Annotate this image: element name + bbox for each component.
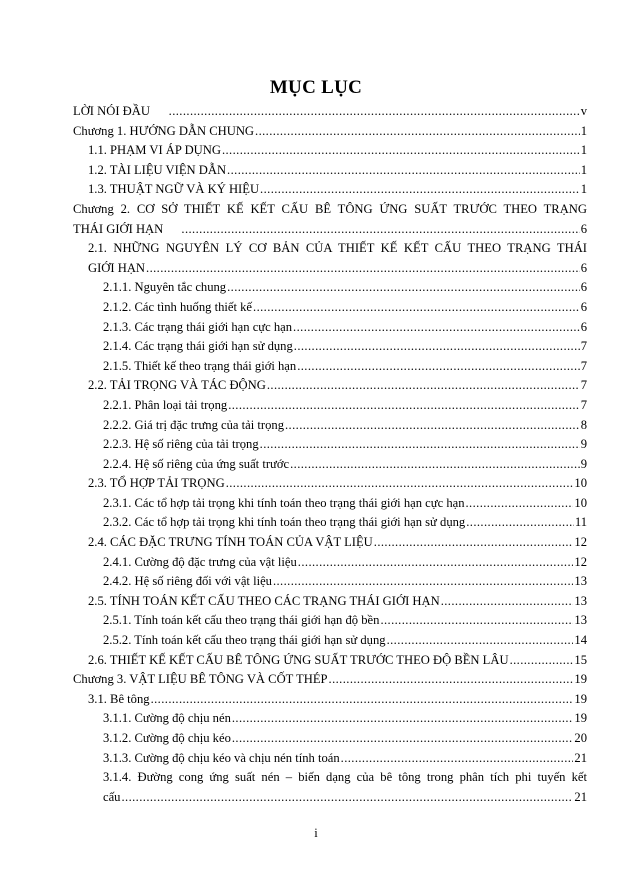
toc-entry-page: 12 <box>574 535 587 550</box>
toc-entry-title: 2.5.1. Tính toán kết cấu theo trạng thái giới hạn độ bền <box>103 613 380 628</box>
toc-entry-title: 2.4.1. Cường độ đặc trưng của vật liệu <box>103 554 297 569</box>
toc-entry-page: 6 <box>580 299 587 314</box>
toc-entry-page: 6 <box>580 280 587 295</box>
toc-entry[interactable] <box>73 141 587 161</box>
dot-leader <box>121 788 573 808</box>
dot-leader <box>146 259 580 279</box>
dot-leader <box>293 318 580 338</box>
toc-entry-page: 19 <box>574 672 587 687</box>
toc-entry-title: 1.1. PHẠM VI ÁP DỤNG <box>88 143 221 158</box>
toc-entry-page: v <box>580 104 587 118</box>
toc-entry-title: 3.1. Bê tông <box>88 691 150 706</box>
toc-entry-title: 2.6. THIẾT KẾ KẾT CẤU BÊ TÔNG ỨNG SUẤT TRƯỚC THEO ĐỘ BỀN LÂU <box>88 652 509 667</box>
page-number: i <box>314 826 318 840</box>
toc-entry-title: 2.3. TỔ HỢP TẢI TRỌNG <box>88 476 225 491</box>
toc-title: MỤC LỤC <box>269 77 363 98</box>
toc-entry-title: GIỚI HẠN <box>88 260 146 275</box>
toc-entry-title: Chương 2. CƠ SỞ THIẾT KẾ KẾT CẤU BÊ TÔNG ỨNG SUẤT TRƯỚC THEO TRẠNG <box>73 201 587 216</box>
toc-entry-title: 2.1.5. Thiết kế theo trạng thái giới hạn <box>103 358 297 373</box>
toc-entry[interactable] <box>73 396 587 416</box>
dot-leader <box>253 298 580 318</box>
toc-entry-page: 6 <box>580 260 587 275</box>
toc-entry[interactable] <box>73 533 587 553</box>
dot-leader <box>510 651 574 671</box>
toc-entry-title: 2.5.2. Tính toán kết cấu theo trạng thái giới hạn sử dụng <box>103 633 386 648</box>
toc-entry-title: 3.1.2. Cường độ chịu kéo <box>103 731 231 745</box>
dot-leader <box>232 709 574 729</box>
toc-entry[interactable] <box>73 122 587 142</box>
toc-entry-page: 1 <box>580 182 587 197</box>
toc-entry[interactable] <box>73 200 587 239</box>
toc-entry-page: 15 <box>574 652 587 667</box>
toc-entry[interactable] <box>73 592 587 612</box>
dot-leader <box>151 690 574 710</box>
toc-entry-page: 13 <box>574 574 587 589</box>
toc-entry-page: 6 <box>580 319 587 334</box>
dot-leader <box>227 161 580 181</box>
toc-entry[interactable] <box>73 690 587 710</box>
toc-entry-title: 2.2.2. Giá trị đặc trưng của tải trọng <box>103 417 284 432</box>
dot-leader <box>441 592 574 612</box>
toc-entry-title: 2.2.1. Phân loại tải trọng <box>103 397 228 412</box>
toc-entry-title: Chương 1. HƯỚNG DẪN CHUNG <box>73 123 255 138</box>
toc-entry-page: 6 <box>580 221 587 236</box>
dot-leader <box>466 494 574 514</box>
dot-leader <box>267 376 580 396</box>
dot-leader <box>294 337 580 357</box>
toc-entry-title: 2.1. NHỮNG NGUYÊN LÝ CƠ BẢN CỦA THIẾT KẾ KẾT CẤU THEO TRẠNG THÁI <box>88 241 587 256</box>
toc-entry-page: 9 <box>580 456 587 471</box>
toc-entry-title: LỜI NÓI ĐẦU <box>73 104 150 118</box>
toc-entry-page: 13 <box>574 613 587 628</box>
dot-leader <box>228 396 580 416</box>
toc-entry-page: 10 <box>574 495 587 510</box>
toc-entry-title: 2.2.3. Hệ số riêng của tải trọng <box>103 437 259 452</box>
toc-entry-title: 2.1.2. Các tình huống thiết kế <box>103 299 253 314</box>
dot-leader <box>226 474 574 494</box>
toc-entry-title: 3.1.3. Cường độ chịu kéo và chịu nén tính toán <box>103 750 340 765</box>
dot-leader <box>387 631 574 651</box>
toc-entry-page: 13 <box>574 593 587 608</box>
dot-leader <box>273 572 573 592</box>
toc-entry[interactable] <box>73 494 587 514</box>
toc-entry-title: 2.4. CÁC ĐẶC TRƯNG TÍNH TOÁN CỦA VẬT LIỆU <box>88 535 373 550</box>
toc-entry[interactable] <box>73 553 587 573</box>
toc-entry[interactable] <box>73 298 587 318</box>
toc-entry-title: THÁI GIỚI HẠN <box>73 221 164 236</box>
toc-entry-page: 7 <box>580 339 587 354</box>
toc-entry-title: 2.1.4. Các trạng thái giới hạn sử dụng <box>103 339 293 354</box>
table-of-contents <box>73 102 587 807</box>
dot-leader <box>169 102 580 122</box>
dot-leader <box>374 533 574 553</box>
toc-entry-page: 11 <box>574 515 587 530</box>
toc-entry-page: 1 <box>580 123 587 138</box>
toc-entry[interactable] <box>73 572 587 592</box>
toc-entry-page: 14 <box>574 633 587 648</box>
toc-entry-title: 2.3.1. Các tổ hợp tải trọng khi tính toán theo trạng thái giới hạn cực hạn <box>103 495 465 510</box>
toc-entry-title: 2.2.4. Hệ số riêng của ứng suất trước <box>103 456 290 471</box>
dot-leader <box>260 180 580 200</box>
toc-entry-page: 21 <box>574 750 587 765</box>
toc-entry-page: 12 <box>574 554 587 569</box>
toc-entry-page: 19 <box>574 691 587 706</box>
toc-entry[interactable] <box>73 709 587 729</box>
toc-entry-page: 9 <box>580 437 587 452</box>
dot-leader <box>290 455 580 475</box>
toc-entry-title: 2.5. TÍNH TOÁN KẾT CẤU THEO CÁC TRẠNG THÁI GIỚI HẠN <box>88 593 440 608</box>
toc-entry[interactable] <box>73 474 587 494</box>
toc-entry-title: cấu <box>103 789 121 804</box>
toc-entry[interactable] <box>73 670 587 690</box>
dot-leader <box>329 670 574 690</box>
toc-entry-page: 7 <box>580 378 587 393</box>
toc-entry-title: 2.3.2. Các tổ hợp tải trọng khi tính toán theo trạng thái giới hạn sử dụng <box>103 515 466 530</box>
toc-entry-title: 1.3. THUẬT NGỮ VÀ KÝ HIỆU <box>88 182 260 197</box>
toc-entry-page: 7 <box>580 397 587 412</box>
toc-entry[interactable] <box>73 768 587 807</box>
dot-leader <box>260 435 580 455</box>
toc-entry[interactable] <box>73 102 587 122</box>
toc-entry-page: 1 <box>580 143 587 158</box>
toc-entry-page: 10 <box>574 476 587 491</box>
dot-leader <box>255 122 580 142</box>
dot-leader <box>298 553 574 573</box>
toc-entry[interactable] <box>73 513 587 533</box>
dot-leader <box>466 513 574 533</box>
toc-entry[interactable] <box>73 435 587 455</box>
toc-entry-page: 7 <box>580 358 587 373</box>
dot-leader <box>380 611 573 631</box>
toc-entry-page: 1 <box>580 162 587 177</box>
toc-entry[interactable] <box>73 180 587 200</box>
toc-entry[interactable] <box>73 278 587 298</box>
toc-entry-page: 8 <box>580 417 587 432</box>
toc-entry[interactable] <box>73 631 587 651</box>
toc-entry[interactable] <box>73 651 587 671</box>
toc-entry[interactable] <box>73 337 587 357</box>
dot-leader <box>222 141 580 161</box>
toc-entry-title: Chương 3. VẬT LIỆU BÊ TÔNG VÀ CỐT THÉP <box>73 672 328 687</box>
toc-entry-page: 20 <box>574 731 587 745</box>
dot-leader <box>297 357 580 377</box>
dot-leader <box>227 278 580 298</box>
dot-leader <box>341 749 574 769</box>
dot-leader <box>285 416 580 436</box>
toc-entry[interactable] <box>73 161 587 181</box>
toc-entry-title: 3.1.1. Cường độ chịu nén <box>103 711 231 726</box>
toc-entry[interactable] <box>73 318 587 338</box>
toc-entry-page: 19 <box>574 711 587 726</box>
toc-entry[interactable] <box>73 611 587 631</box>
toc-entry-title: 2.2. TẢI TRỌNG VÀ TÁC ĐỘNG <box>88 378 266 393</box>
dot-leader <box>232 729 574 749</box>
toc-entry-title: 2.1.3. Các trạng thái giới hạn cực hạn <box>103 319 293 334</box>
toc-entry[interactable] <box>73 357 587 377</box>
toc-entry[interactable] <box>73 416 587 436</box>
toc-entry-title: 2.1.1. Nguyên tắc chung <box>103 280 227 295</box>
dot-leader <box>181 220 579 240</box>
toc-entry-title: 1.2. TÀI LIỆU VIỆN DẪN <box>88 162 227 177</box>
toc-entry[interactable] <box>73 376 587 396</box>
toc-entry-title: 2.4.2. Hệ số riêng đối với vật liệu <box>103 574 272 589</box>
toc-entry[interactable] <box>73 749 587 769</box>
toc-entry-title: 3.1.4. Đường cong ứng suất nén – biến dạng của bê tông trong phân tích phi tuyến kết <box>103 770 587 785</box>
toc-entry[interactable] <box>73 729 587 749</box>
toc-entry-page: 21 <box>574 789 587 804</box>
toc-entry[interactable] <box>73 455 587 475</box>
toc-entry[interactable] <box>73 239 587 278</box>
